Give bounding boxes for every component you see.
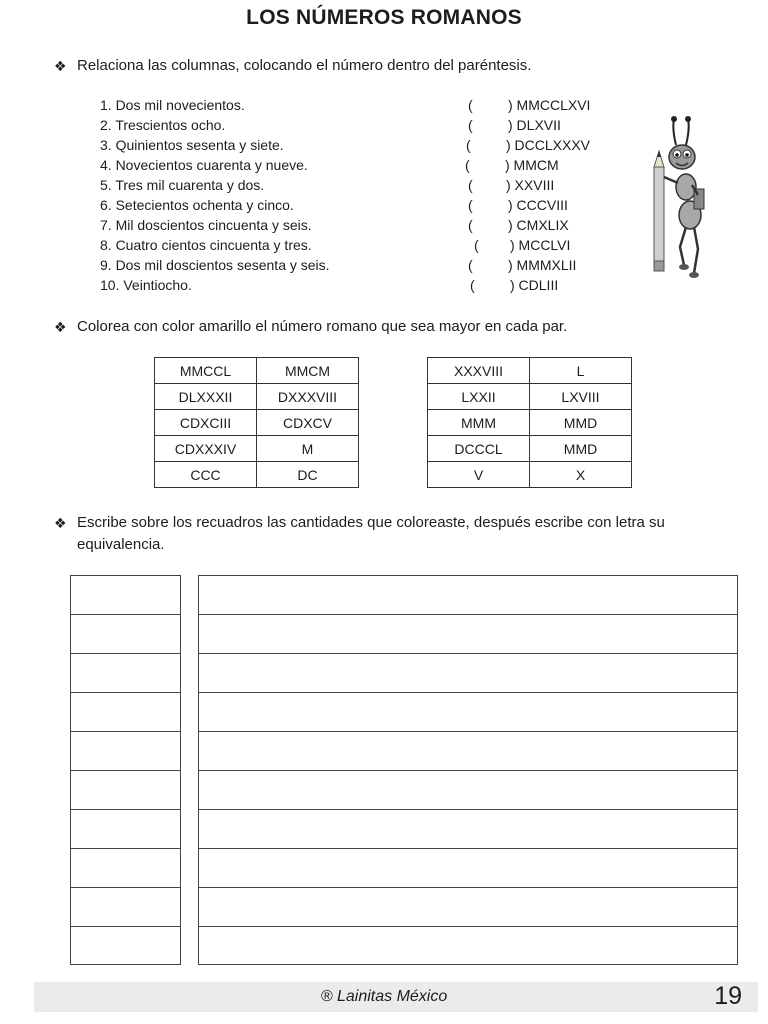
table-row <box>428 436 632 462</box>
word-line[interactable] <box>199 576 737 615</box>
matching-roman: ) DCCLXXXV <box>506 137 591 153</box>
instruction-3-text: Escribe sobre los recuadros las cantidades que coloreaste, después escribe con letra su equivalencia. <box>77 514 665 553</box>
quantity-boxes <box>70 575 181 965</box>
matching-row <box>100 215 620 235</box>
roman-cell[interactable]: V <box>428 462 530 488</box>
roman-pairs-table-left <box>154 357 359 488</box>
word-line[interactable] <box>199 771 737 810</box>
table-row <box>428 410 632 436</box>
instruction-2-text: Colorea con color amarillo el número romano que sea mayor en cada par. <box>77 318 568 335</box>
answer-paren-open[interactable]: ( <box>468 197 473 213</box>
word-line[interactable] <box>199 888 737 927</box>
word-line[interactable] <box>199 810 737 849</box>
answer-paren-open[interactable]: ( <box>474 237 479 253</box>
diamond-bullet-icon: ❖ <box>54 58 67 74</box>
matching-roman: ) MCCLVI <box>510 237 571 253</box>
instruction-1-text: Relaciona las columnas, colocando el número dentro del paréntesis. <box>77 57 532 74</box>
matching-item: 4. Novecientos cuarenta y nueve. <box>100 157 308 173</box>
answer-paren-open[interactable]: ( <box>468 117 473 133</box>
page-title: LOS NÚMEROS ROMANOS <box>246 6 522 29</box>
word-line[interactable] <box>199 615 737 654</box>
table-row <box>155 384 359 410</box>
instruction-2 <box>54 316 567 338</box>
matching-roman: ) XXVIII <box>506 177 555 193</box>
matching-roman: ) MMCCLXVI <box>508 97 591 113</box>
instruction-3 <box>54 512 714 556</box>
matching-roman: ) CDLIII <box>510 277 559 293</box>
word-line[interactable] <box>199 693 737 732</box>
roman-cell[interactable]: MMD <box>530 436 632 462</box>
word-line[interactable] <box>199 732 737 771</box>
matching-list <box>100 95 620 295</box>
matching-row <box>100 95 620 115</box>
word-line[interactable] <box>199 927 737 965</box>
matching-item: 7. Mil doscientos cincuenta y seis. <box>100 217 312 233</box>
roman-cell[interactable]: CDXCIII <box>155 410 257 436</box>
matching-row <box>100 115 620 135</box>
quantity-box[interactable] <box>71 771 180 810</box>
diamond-bullet-icon: ❖ <box>54 319 67 335</box>
matching-item: 9. Dos mil doscientos sesenta y seis. <box>100 257 330 273</box>
quantity-box[interactable] <box>71 810 180 849</box>
table-row <box>155 462 359 488</box>
table-row <box>155 410 359 436</box>
answer-paren-open[interactable]: ( <box>470 277 475 293</box>
quantity-box[interactable] <box>71 927 180 965</box>
roman-cell[interactable]: XXXVIII <box>428 358 530 384</box>
roman-cell[interactable]: LXVIII <box>530 384 632 410</box>
answer-grid <box>70 575 738 965</box>
roman-cell[interactable]: DC <box>257 462 359 488</box>
matching-row <box>100 155 620 175</box>
diamond-bullet-icon: ❖ <box>54 515 67 531</box>
quantity-box[interactable] <box>71 693 180 732</box>
matching-item: 6. Setecientos ochenta y cinco. <box>100 197 294 213</box>
matching-roman: ) MMMXLII <box>508 257 577 273</box>
matching-row <box>100 195 620 215</box>
roman-cell[interactable]: DLXXXII <box>155 384 257 410</box>
matching-item: 2. Trescientos ocho. <box>100 117 226 133</box>
roman-cell[interactable]: CCC <box>155 462 257 488</box>
matching-row <box>100 135 620 155</box>
matching-row <box>100 175 620 195</box>
roman-cell[interactable]: L <box>530 358 632 384</box>
roman-cell[interactable]: X <box>530 462 632 488</box>
matching-item: 3. Quinientos sesenta y siete. <box>100 137 284 153</box>
quantity-box[interactable] <box>71 732 180 771</box>
matching-roman: ) MMCM <box>505 157 559 173</box>
roman-cell[interactable]: DXXXVIII <box>257 384 359 410</box>
matching-row <box>100 255 620 275</box>
footer-brand: ® Lainitas México <box>320 988 448 1005</box>
matching-item: 8. Cuatro cientos cincuenta y tres. <box>100 237 312 253</box>
roman-cell[interactable]: LXXII <box>428 384 530 410</box>
quantity-box[interactable] <box>71 849 180 888</box>
ant-pencil-mascot-icon <box>646 115 708 285</box>
quantity-box[interactable] <box>71 615 180 654</box>
matching-row <box>100 235 620 255</box>
roman-cell[interactable]: MMCCL <box>155 358 257 384</box>
roman-pairs-table-right <box>427 357 632 488</box>
answer-paren-open[interactable]: ( <box>468 177 473 193</box>
matching-item: 1. Dos mil novecientos. <box>100 97 245 113</box>
answer-paren-open[interactable]: ( <box>465 157 470 173</box>
roman-cell[interactable]: M <box>257 436 359 462</box>
instruction-1 <box>54 55 531 77</box>
matching-roman: ) CCCVIII <box>508 197 568 213</box>
answer-paren-open[interactable]: ( <box>468 257 473 273</box>
answer-paren-open[interactable]: ( <box>468 217 473 233</box>
page-number: 19 <box>714 982 742 1010</box>
matching-roman: ) CMXLIX <box>508 217 569 233</box>
matching-row <box>100 275 620 295</box>
matching-item: 10. Veintiocho. <box>100 277 192 293</box>
word-line[interactable] <box>199 654 737 693</box>
matching-roman: ) DLXVII <box>508 117 561 133</box>
roman-cell[interactable]: DCCCL <box>428 436 530 462</box>
table-row <box>155 436 359 462</box>
quantity-box[interactable] <box>71 888 180 927</box>
quantity-box[interactable] <box>71 654 180 693</box>
matching-item: 5. Tres mil cuarenta y dos. <box>100 177 265 193</box>
table-row <box>428 384 632 410</box>
roman-cell[interactable]: CDXCV <box>257 410 359 436</box>
roman-cell[interactable]: MMCM <box>257 358 359 384</box>
table-row <box>155 358 359 384</box>
quantity-box[interactable] <box>71 576 180 615</box>
table-row <box>428 358 632 384</box>
answer-paren-open[interactable]: ( <box>468 97 473 113</box>
roman-cell[interactable]: MMD <box>530 410 632 436</box>
roman-cell[interactable]: MMM <box>428 410 530 436</box>
roman-cell[interactable]: CDXXXIV <box>155 436 257 462</box>
table-row <box>428 462 632 488</box>
word-lines <box>198 575 738 965</box>
word-line[interactable] <box>199 849 737 888</box>
answer-paren-open[interactable]: ( <box>466 137 471 153</box>
